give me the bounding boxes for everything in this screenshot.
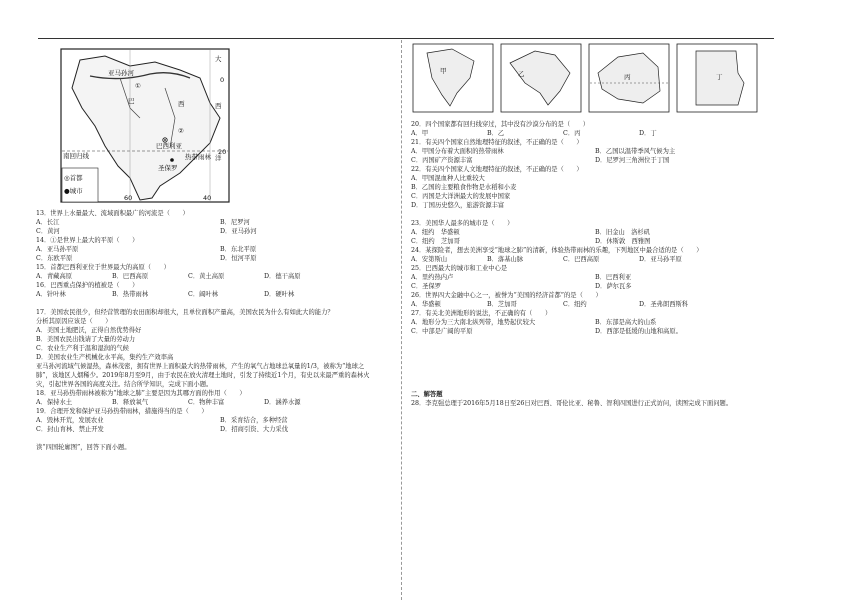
map-label-brasilia: 巴西利亚 [156,142,182,150]
map-label-40: 40 [203,194,212,202]
q26-opt-a: A．华盛顿 [411,301,441,308]
q13-opt-d: D．亚马孙河 [220,228,257,235]
q16-opt-b: B．热带雨林 [112,291,149,298]
q17-stem-2: 分析其原因应该是（ ） [36,318,112,325]
q26-opt-b: B．芝加哥 [487,301,517,308]
q19-opt-d: D．招商引资、大力采伐 [220,426,289,433]
q26-opt-c: C．纽约 [563,301,587,308]
left-column [36,209,396,452]
legend-city: ●城市 [64,187,83,195]
q19-opt-c: C．封山育林、禁止开发 [36,426,104,433]
q18-opt-c: C．物种丰富 [188,399,225,406]
q18-opt-d: D．涵养水源 [264,399,301,406]
q22-opt-c: C．丙国是大洋洲最大的发展中国家 [411,193,511,200]
q23-opt-b: B．旧金山 洛杉矶 [595,229,651,236]
q21-opt-b: B．乙国以温带季风气候为主 [595,148,676,155]
map-label-0: 0 [220,76,225,84]
q17-stem: 17．美国农民很少，但经营管理的农田面积却很大，且单位面积产量高，美国农民为什么有如此大的能力？ [36,309,334,316]
q15-opt-d: D．德干高原 [264,273,301,280]
q23-opt-a: A．纽约 华盛顿 [411,229,460,236]
q19-opt-b: B．采育结合，多种经营 [220,417,288,424]
map-label-saopaulo: 圣保罗 [158,164,178,172]
q15-opt-c: C．黄土高原 [188,273,225,280]
q16-opt-c: C．阔叶林 [188,291,219,298]
map-label-yi: 乙 [518,70,525,78]
q25-opt-b: B．巴西利亚 [595,274,632,281]
q22-opt-b: B．乙国的主要粮食作物是水稻和小麦 [411,184,517,191]
q28: 28．李克强总理于2016年5月18日至26日对巴西、哥伦比亚、秘鲁、智利四国进行正式访问，读图完成下面问题。 [411,400,733,407]
map-label-20: 20 [218,148,227,156]
country-map-bing [588,43,670,113]
q27-opt-d: D．西部是低缓的山地和高原。 [595,328,682,335]
q24-opt-b: B．落基山脉 [487,256,524,263]
q21: 21．有关四个国家自然地理特征的叙述，不正确的是（ ） [411,139,583,146]
q17-opt-b: B．美国农民出钱请了大量的劳动力 [36,336,136,343]
q22-opt-a: A．甲国混血种人比重较大 [411,175,485,182]
q23-opt-c: C．纽约 芝加哥 [411,238,460,245]
map-label-xi: 西 [215,102,222,110]
country-map-jia [412,43,494,113]
q20: 20．四个国家都有回归线穿过，其中没有沙漠分布的是（ ） [411,121,590,128]
q27-opt-a: A．地形分为三大南北纵列带，地势起伏较大 [411,319,536,326]
q25: 25．巴西最大的城市和工业中心是 [411,265,508,272]
country-map-ding [676,43,758,113]
read-map-instruction: 读“四国轮廓图”，回答下面小题。 [36,444,131,451]
q24: 24．某探险者，想去美洲享受“地球之肺”的清新，体验热带雨林的乐趣，下列地区中最合适的是（ ） [411,247,703,254]
q25-opt-a: A．里约热内卢 [411,274,454,281]
q27: 27．有关北美洲地形的说法，不正确的有（ ） [411,310,552,317]
q22: 22．有关四个国家人文地理特征的叙述，不正确的是（ ） [411,166,583,173]
q21-opt-c: C．丙国矿产资源丰富 [411,157,473,164]
q21-opt-a: A．甲国分布着大面积的热带雨林 [411,148,504,155]
q16-opt-a: A．针叶林 [36,291,66,298]
q20-opt-a: A．甲 [411,130,429,137]
map-label-yang: 洋 [215,154,222,162]
q24-opt-c: C．巴西高原 [563,256,600,263]
q22-opt-d: D．丁国历史悠久，旅游资源丰富 [411,202,505,209]
map-label-da: 大 [215,55,222,63]
q16: 16．巴西重点保护的植被是（ ） [36,282,139,289]
q17-opt-d: D．美国农业生产机械化水平高，集约生产效率高 [36,354,174,361]
map-label-ding: 丁 [716,73,723,81]
map-label-jia: 甲 [440,67,447,75]
map-label-60: 60 [124,194,133,202]
q14-opt-c: C．东欧平原 [36,255,73,262]
map-label-amazon-river: 亚马孙河 [108,69,134,77]
map-label-bing: 丙 [624,73,631,81]
map-label-rainforest: 热带雨林 [185,153,211,161]
q26: 26．世界四大金融中心之一，被誉为“美国的经济首都”的是（ ） [411,292,602,299]
q20-opt-b: B．乙 [487,130,505,137]
map-label-1: ① [135,82,141,90]
legend-capital: ◎首都 [64,174,83,182]
q18-opt-b: B．释放氧气 [112,399,149,406]
q27-opt-b: B．东部是高大的山系 [595,319,657,326]
q13-opt-c: C．黄河 [36,228,60,235]
q26-opt-d: D．圣弗朗西斯科 [639,301,689,308]
q18: 18．亚马孙热带雨林被称为“地球之肺”主要是因为其哪方面的作用（ ） [36,390,246,397]
q27-opt-c: C．中部是广阔的平原 [411,328,473,335]
q23-opt-d: D．休斯敦 西雅图 [595,238,651,245]
q14-opt-d: D．恒河平原 [220,255,257,262]
q17-opt-a: A．美国土地肥沃，正得自然优势得好 [36,327,142,334]
map-label-ba: 巴 [128,97,135,105]
q15-opt-a: A．青藏高原 [36,273,73,280]
q19: 19．合理开发和保护亚马孙热带雨林，措施得当的是（ ） [36,408,208,415]
q18-opt-a: A．保持水土 [36,399,73,406]
country-map-yi [500,43,582,113]
q13-opt-a: A．长江 [36,219,60,226]
q13: 13．世界上水量最大、流域面积最广的河流是（ ） [36,210,189,217]
map-label-tropic: 南回归线 [63,152,89,160]
map-label-2: ② [178,127,184,135]
q25-opt-c: C．圣保罗 [411,283,442,290]
q23: 23．美国华人最多的城市是（ ） [411,220,514,227]
rainforest-passage: 亚马孙河流域气候湿热，森林茂密，拥有世界上面积最大的热带雨林，产生的氧气占地球总氧量的1/3，被称为“地球之肺”，该地区人烟稀少。2019年8月至9月，由于农民在放火清理土地时，引发了持续近1个月，有史以来最严重的森林火灾，引起世界各国的高度关注。结合所学知识，完成下面小题。 [36,363,370,388]
q20-opt-c: C．丙 [563,130,581,137]
q25-opt-d: D．萨尔瓦多 [595,283,632,290]
q20-opt-d: D．丁 [639,130,657,137]
q14-opt-a: A．亚马孙平原 [36,246,79,253]
q14-opt-b: B．东北平原 [220,246,257,253]
q14: 14．①是世界上最大的平原（ ） [36,237,139,244]
section-heading: 二、解答题 [411,391,443,398]
right-column [411,120,771,408]
map-label-xi2: 西 [178,100,185,108]
column-divider [401,40,402,600]
q17-opt-c: C．农业生产利于温和湿润的气候 [36,345,129,352]
brazil-map [60,48,230,203]
q24-opt-a: A．安第斯山 [411,256,448,263]
q15: 15．首都巴西利亚位于世界最大的高原（ ） [36,264,170,271]
q15-opt-b: B．巴西高原 [112,273,149,280]
q21-opt-d: D．尼罗河三角洲位于丁国 [595,157,670,164]
q19-opt-a: A．毁林开荒，发展农业 [36,417,104,424]
q24-opt-d: D．亚马孙平原 [639,256,682,263]
q16-opt-d: D．硬叶林 [264,291,295,298]
top-rule [38,38,774,39]
q13-opt-b: B．尼罗河 [220,219,250,226]
